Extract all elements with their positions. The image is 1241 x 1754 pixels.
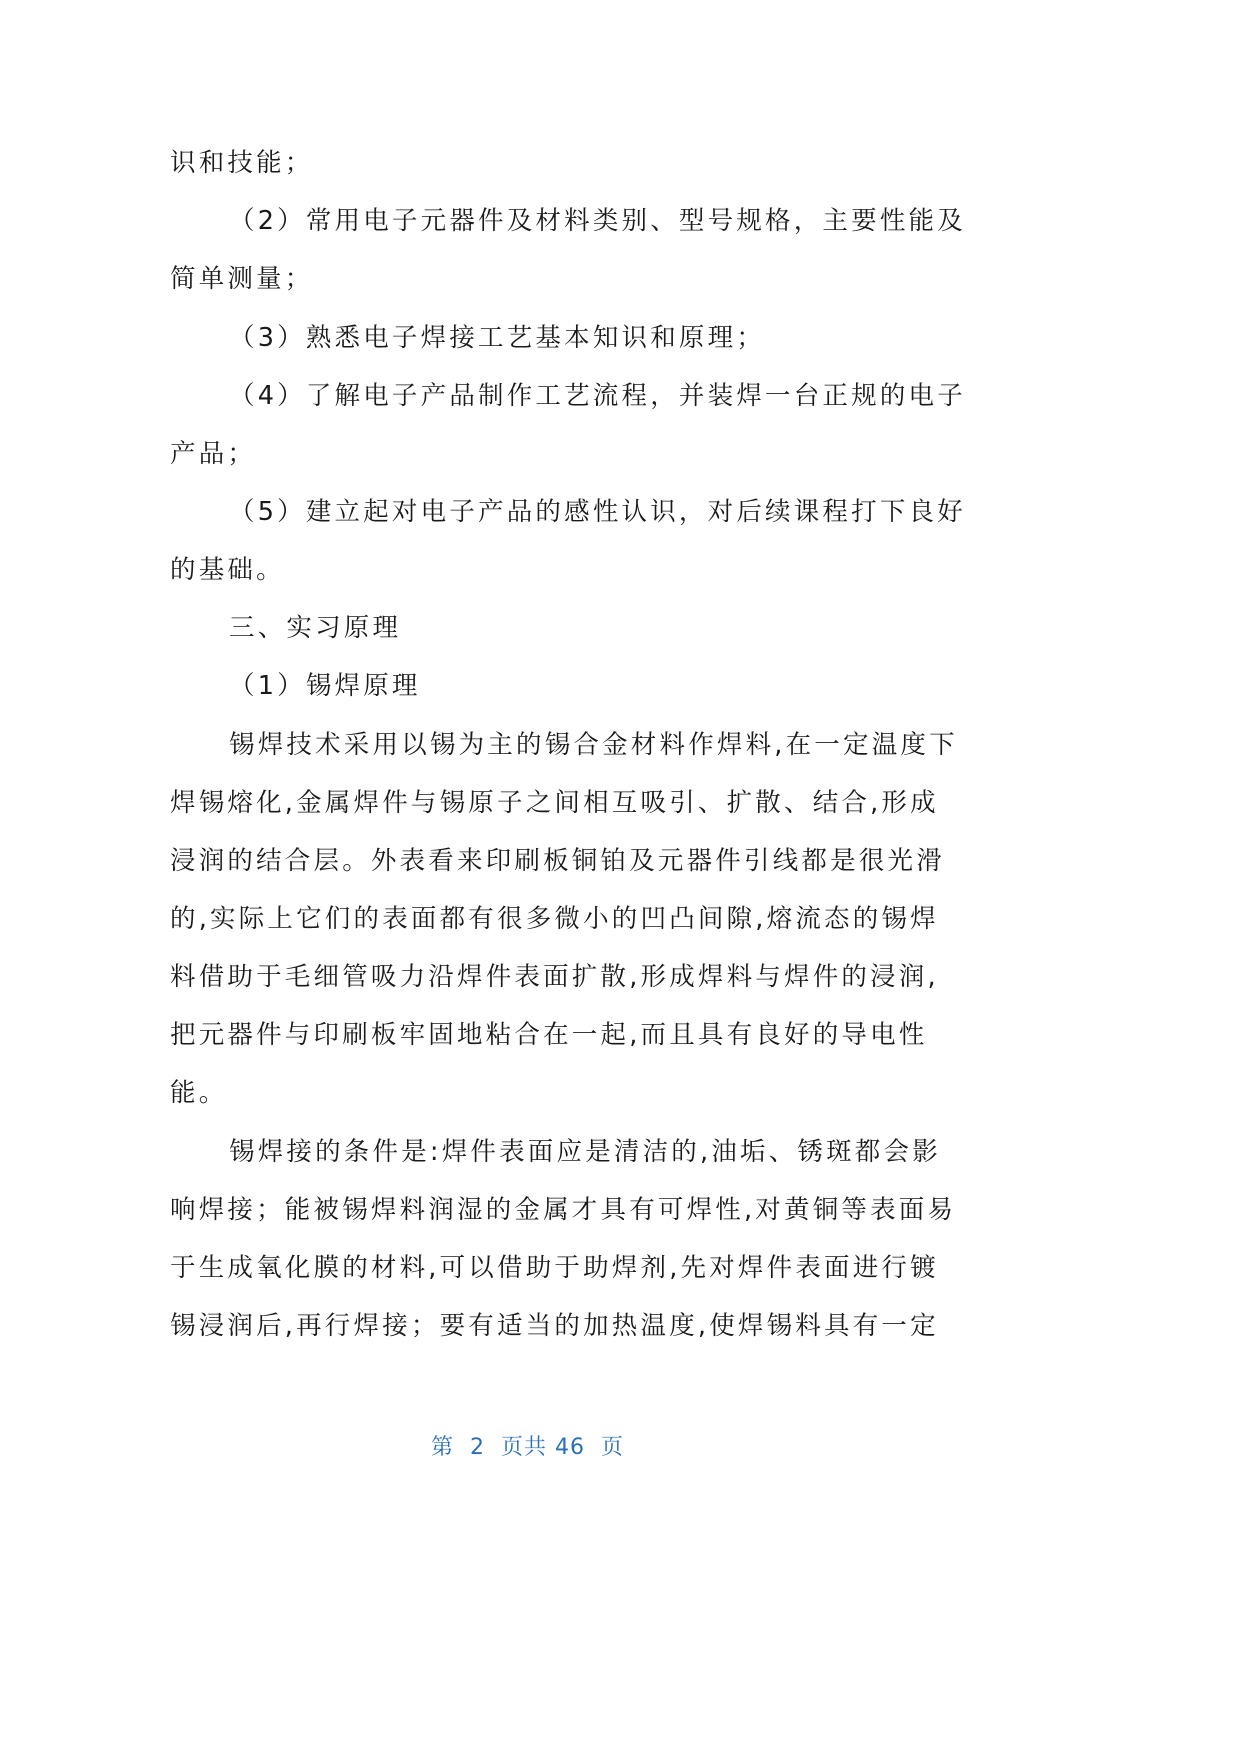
list-item-5: （5）建立起对电子产品的感性认识，对后续课程打下良好	[229, 497, 966, 527]
section-heading: 三、实习原理	[229, 613, 402, 643]
text-line: 的基础。	[170, 555, 285, 585]
list-item-3: （3）熟悉电子焊接工艺基本知识和原理；	[229, 323, 766, 353]
paragraph-line: 焊锡熔化,金属焊件与锡原子之间相互吸引、扩散、结合,形成	[170, 788, 939, 818]
list-item-2: （2）常用电子元器件及材料类别、型号规格，主要性能及	[229, 206, 966, 236]
paragraph-line: 能。	[170, 1078, 228, 1108]
paragraph-line: 料借助于毛细管吸力沿焊件表面扩散,形成焊料与焊件的浸润,	[170, 962, 939, 992]
paragraph-line: 浸润的结合层。外表看来印刷板铜铂及元器件引线都是很光滑	[170, 846, 945, 876]
paragraph-line: 锡焊接的条件是:焊件表面应是清洁的,油垢、锈斑都会影	[229, 1137, 941, 1167]
text-line: 产品；	[170, 439, 257, 469]
text-line: 简单测量；	[170, 264, 314, 294]
paragraph-line: 锡焊技术采用以锡为主的锡合金材料作焊料,在一定温度下	[229, 730, 958, 760]
subsection-heading: （1）锡焊原理	[229, 671, 421, 701]
page-number-footer: 第 2 页共 46 页	[431, 1435, 624, 1460]
paragraph-line: 的,实际上它们的表面都有很多微小的凹凸间隙,熔流态的锡焊	[170, 904, 939, 934]
paragraph-line: 把元器件与印刷板牢固地粘合在一起,而且具有良好的导电性	[170, 1020, 928, 1050]
text-line: 识和技能；	[170, 148, 314, 178]
list-item-4: （4）了解电子产品制作工艺流程，并装焊一台正规的电子	[229, 381, 966, 411]
paragraph-line: 锡浸润后,再行焊接；要有适当的加热温度,使焊锡料具有一定	[170, 1311, 939, 1341]
paragraph-line: 响焊接；能被锡焊料润湿的金属才具有可焊性,对黄铜等表面易	[170, 1195, 957, 1225]
paragraph-line: 于生成氧化膜的材料,可以借助于助焊剂,先对焊件表面进行镀	[170, 1253, 939, 1283]
